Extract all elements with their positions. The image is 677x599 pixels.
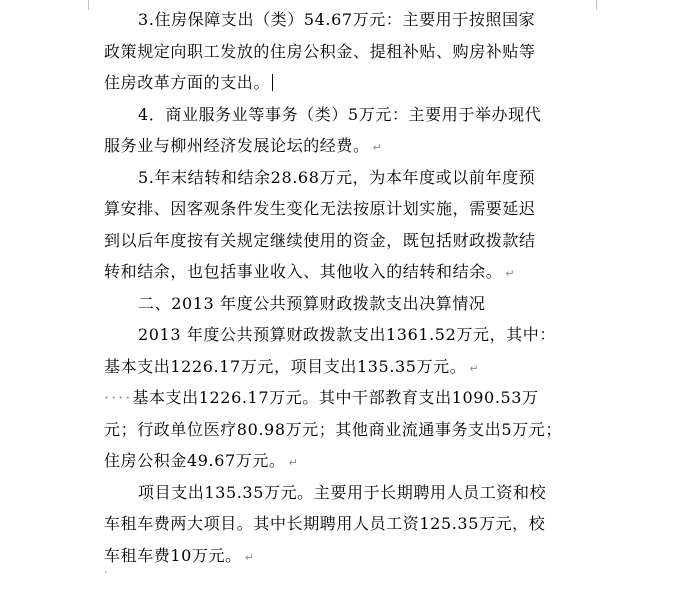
text-line: 服务业与柳州经济发展论坛的经费。 ↵ [104,136,383,155]
paragraph-mark: ↵ [244,550,255,564]
paragraph-mark: ↵ [288,456,299,469]
text-line: 到以后年度按有关规定继续使用的资金，既包括财政拨款结 [104,230,536,250]
text-line: ····基本支出1226.17万元。其中干部教育支出1090.53万 [104,388,539,407]
text-line: 5.年末结转和结余28.68万元，为本年度或以前年度预 [138,167,536,187]
text-line: 算安排、因客观条件发生变化无法按原计划实施，需要延迟 [104,199,536,218]
text-line: 基本支出1226.17万元，项目支出135.35万元。 ↵ [104,356,480,376]
paragraph-mark: ↵ [505,267,516,280]
bottom-paragraph-mark: · [104,566,108,579]
text-line: 车租车费两大项目。其中长期聘用人员工资125.35万元，校 [104,514,546,533]
text-line: 住房公积金49.67万元。 ↵ [104,451,299,470]
text-line: 2013 年度公共预算财政拨款支出1361.52万元，其中： [138,325,556,344]
paragraph-mark: ↵ [469,361,480,375]
text-line: 转和结余，也包括事业收入、其他收入的结转和结余。 ↵ [104,262,516,281]
document-body[interactable] [104,4,580,571]
text-line: 车租车费10万元。 ↵ [104,545,255,565]
text-line: 3.住房保障支出（类）54.67万元：主要用于按照国家 [138,10,536,29]
section-heading: 二、2013 年度公共预算财政拨款支出决算情况 [138,293,486,313]
leading-space-dots: ···· [104,388,133,407]
crop-mark-right [596,0,597,10]
paragraph-mark: ↵ [372,141,383,154]
text-line: 4．商业服务业等事务（类）5万元：主要用于举办现代 [138,104,542,124]
text-line: 元；行政单位医疗80.98万元；其他商业流通事务支出5万元； [104,419,562,439]
crop-mark-left [88,0,89,10]
text-line: 政策规定向职工发放的住房公积金、提租补贴、购房补贴等 [104,41,536,61]
text-cursor [272,74,273,91]
text-line: 项目支出135.35万元。主要用于长期聘用人员工资和校 [138,482,547,502]
text-line: 住房改革方面的支出。 [104,67,580,99]
